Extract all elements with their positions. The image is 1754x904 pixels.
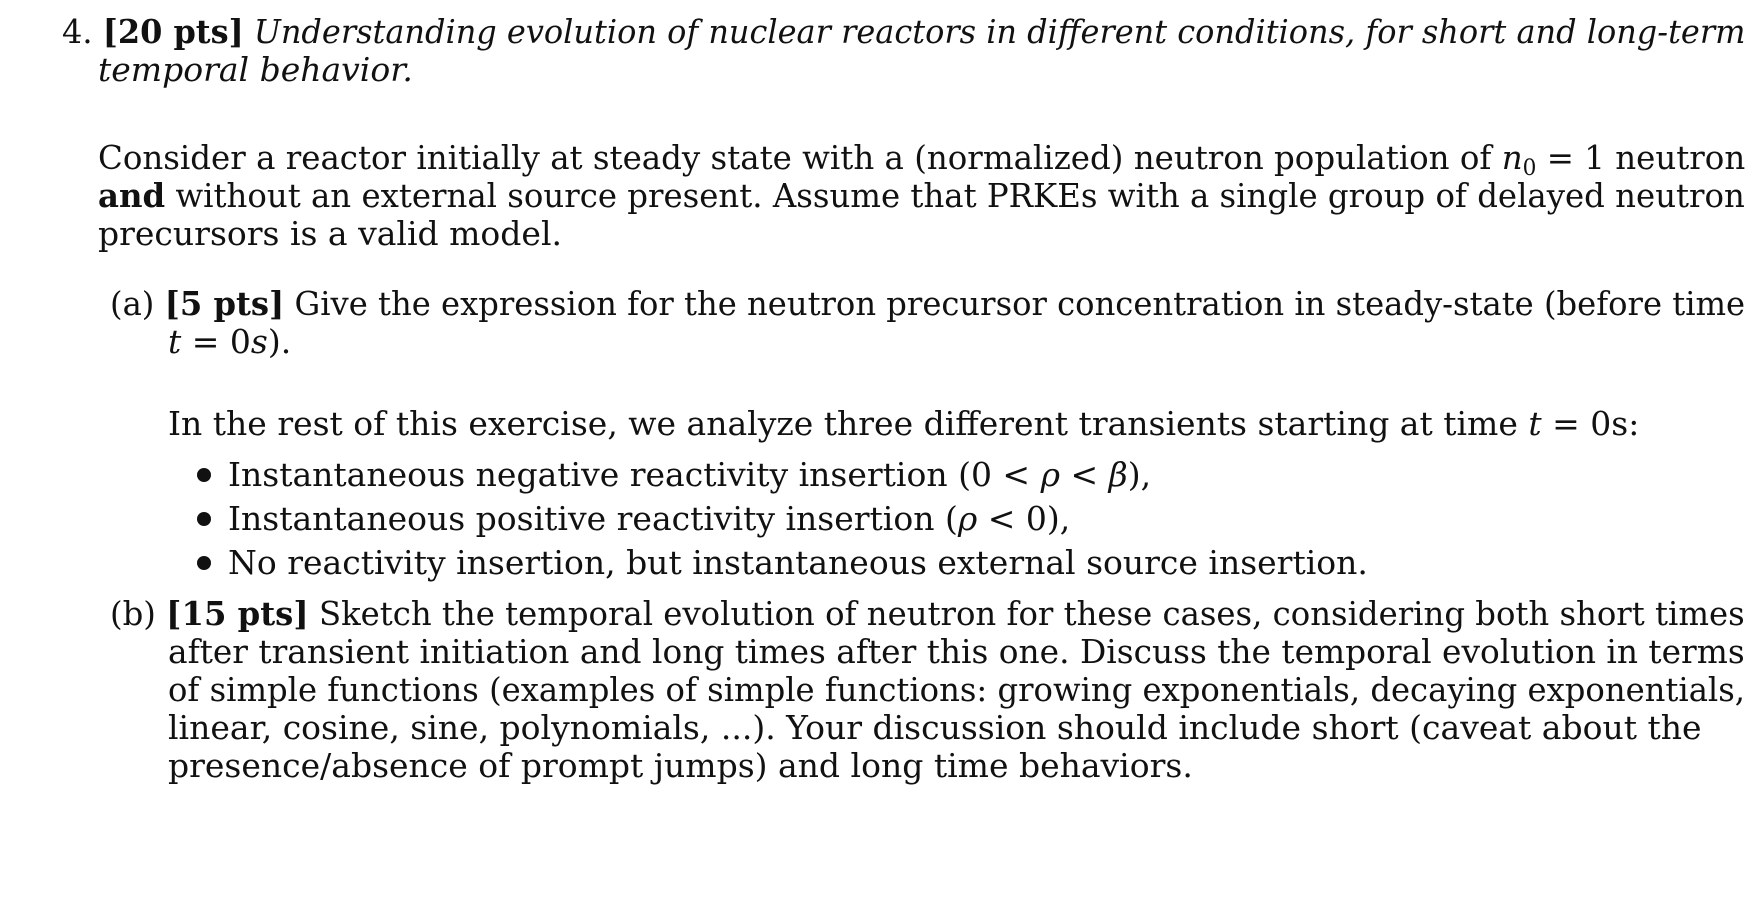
transients-intro: In the rest of this exercise, we analyze three different transients starting at time t = 0s: xyxy=(168,404,1640,443)
question-title: Understanding evolution of nuclear reactors in different conditions, for short and long-term xyxy=(253,12,1746,51)
transient-item: No reactivity insertion, but instantaneous external source insertion. xyxy=(228,543,1368,582)
part-a-line-2: t = 0s). xyxy=(168,322,292,361)
part-a-points: [5 pts] xyxy=(164,284,285,323)
part-b-label: (b) xyxy=(110,594,156,633)
question-number: 4. xyxy=(62,12,93,51)
part-b-points: [15 pts] xyxy=(166,594,309,633)
bullet-dot xyxy=(197,556,211,570)
part-b-line-1: (b) [15 pts] Sketch the temporal evolution of neutron for these cases, considering both short times xyxy=(110,594,1745,633)
part-b-line-5: presence/absence of prompt jumps) and long time behaviors. xyxy=(168,746,1193,785)
part-b-line-2: after transient initiation and long times after this one. Discuss the temporal evolution in terms xyxy=(168,632,1745,671)
part-a-line-1: (a) [5 pts] Give the expression for the neutron precursor concentration in steady-state (before time xyxy=(110,284,1746,323)
intro-line-2: and without an external source present. Assume that PRKEs with a single group of delayed neutron xyxy=(98,176,1745,215)
question-header-line-1 xyxy=(62,12,1745,52)
part-a-label: (a) xyxy=(110,284,155,323)
intro-line-3: precursors is a valid model. xyxy=(98,214,562,253)
question-header-line-2: temporal behavior. xyxy=(98,50,413,89)
part-b-line-3: of simple functions (examples of simple functions: growing exponentials, decaying exponentials, xyxy=(168,670,1746,709)
part-b-line-4: linear, cosine, sine, polynomials, ...). Your discussion should include short (caveat about the xyxy=(168,708,1702,747)
intro-line-1: Consider a reactor initially at steady state with a (normalized) neutron population of $n_0 = 1$ neutron xyxy=(98,138,1746,181)
n-symbol: $n_0$ xyxy=(1501,138,1537,181)
bullet-dot xyxy=(197,512,211,526)
transient-item: Instantaneous negative reactivity insertion (0 < ρ < β), xyxy=(228,455,1152,494)
transient-item: Instantaneous positive reactivity insertion (ρ < 0), xyxy=(228,499,1071,538)
bullet-dot xyxy=(197,468,211,482)
question-points: [20 pts] xyxy=(102,12,244,51)
